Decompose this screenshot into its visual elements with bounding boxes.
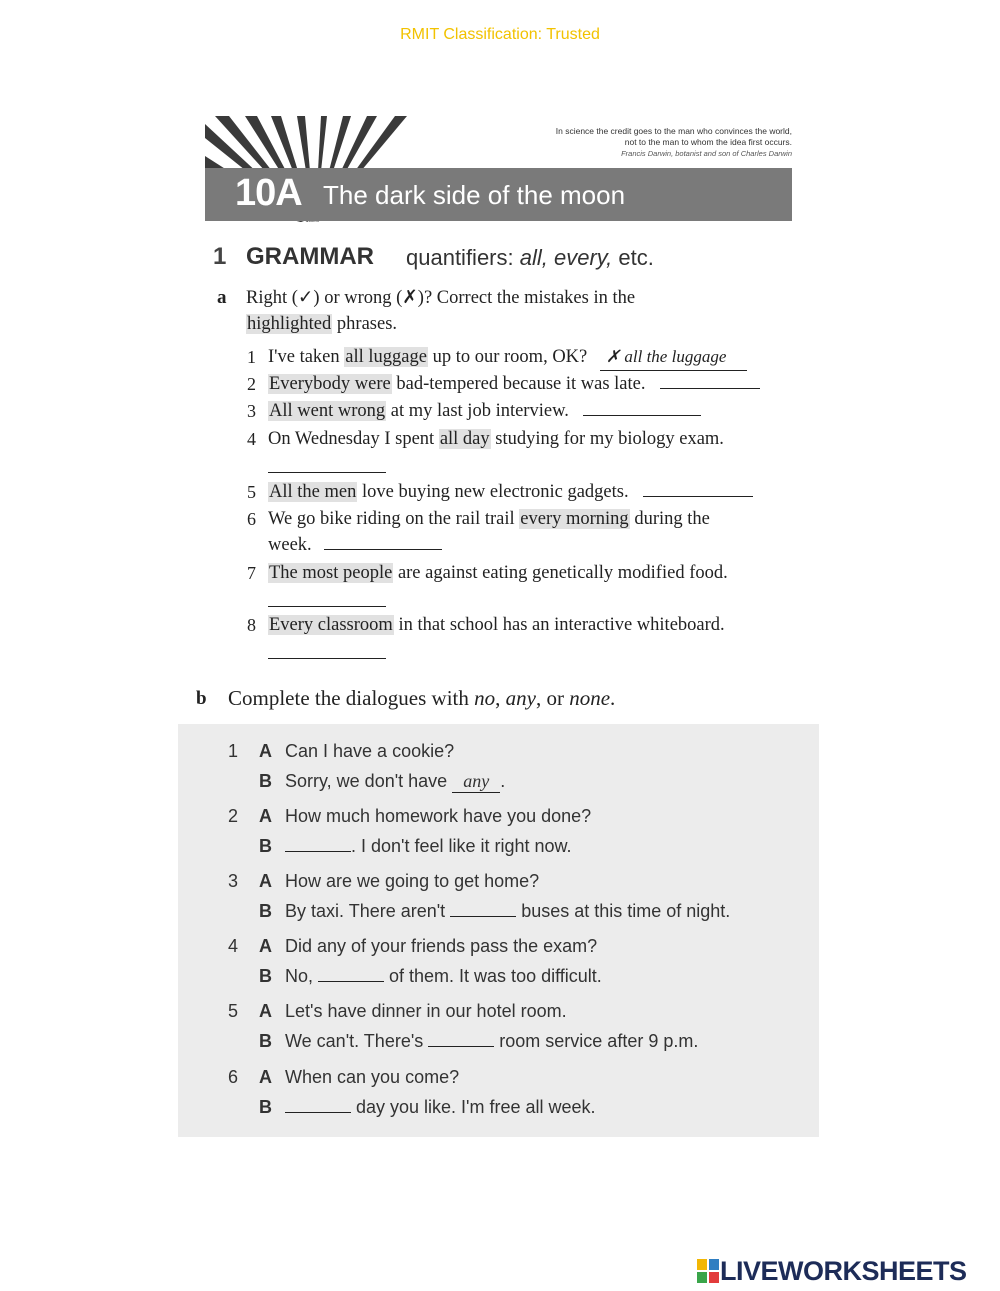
quote-line: not to the man to whom the idea first occurs. [624,137,792,147]
line-a: Did any of your friends pass the exam? [285,936,598,956]
item-text: during the [629,509,710,529]
topic-prefix: quantifiers: [406,245,520,270]
liveworksheets-logo [697,1256,967,1287]
part-b-label: b [196,688,207,709]
instruction-text: . [610,686,616,710]
quote-block [556,126,792,159]
instruction-line: Right (✓) or wrong (✗)? Correct the mistakes in the [246,288,636,308]
highlight: Everybody were [269,374,391,394]
instruction-word: any [505,686,536,710]
speaker-b: B [259,1031,272,1051]
item-text: On Wednesday I spent [268,429,439,449]
dialogue-number: 3 [228,871,239,891]
line-a: Let's have dinner in our hotel room. [285,1001,567,1021]
instruction-word: no [474,686,496,710]
item-text: We go bike riding on the rail trail [268,509,520,529]
highlight: all day [439,429,490,449]
instruction-text: , [495,686,506,710]
answer-field[interactable] [583,401,701,416]
speaker-a: A [259,1001,272,1021]
highlight: highlighted [247,314,332,334]
item-number: 6 [247,509,256,529]
answer-field[interactable] [643,482,753,497]
line-b [285,771,505,793]
line-a: When can you come? [285,1067,460,1087]
item-number: 3 [247,401,256,421]
item-text: up to our room, OK? [427,347,588,367]
dialogue-number: 5 [228,1001,239,1021]
topic-suffix: etc. [612,245,654,270]
answer-field[interactable] [268,644,386,659]
line-text: We can't. There's [285,1031,429,1051]
line-text: day you like. I'm free all week. [351,1097,596,1117]
item-number: 8 [247,615,256,635]
line-text: buses at this time of night. [516,901,731,921]
exercise-item [247,479,753,505]
item-text: week. [268,535,312,555]
quote-line: In science the credit goes to the man who convinces the world, [555,126,792,136]
line-text: By taxi. There aren't [285,901,451,921]
line-text: . I don't feel like it right now. [351,836,572,856]
exercise-item [247,398,701,424]
item-text: are against eating genetically modified food. [393,563,728,583]
answer-field[interactable] [268,592,386,607]
line-text: room service after 9 p.m. [494,1031,699,1051]
item-text: love buying new electronic gadgets. [357,482,629,502]
section-topic [406,245,654,271]
speaker-b: B [259,901,272,921]
line-text: Sorry, we don't have [285,771,453,791]
answer-field[interactable] [268,458,386,473]
exercise-item [247,344,747,371]
line-a: How much homework have you done? [285,806,592,826]
exercise-item [247,560,728,586]
dialogue-number: 6 [228,1067,239,1087]
item-number: 4 [247,429,256,449]
highlight: all luggage [345,347,427,367]
answer-field[interactable] [428,1032,494,1047]
item-number: 1 [247,347,256,367]
speaker-b: B [259,966,272,986]
logo-icon [697,1259,719,1283]
exercise-item [247,371,760,397]
answer-field[interactable] [285,837,351,852]
speaker-a: A [259,936,272,956]
answer-field[interactable]: ✗ all the luggage [600,344,747,371]
line-b [285,1097,596,1118]
instruction-line [246,311,635,337]
instruction-text: Complete the dialogues with [228,686,475,710]
item-number: 5 [247,482,256,502]
exercise-item [247,426,724,452]
instruction-text: , or [535,686,570,710]
speaker-b: B [259,836,272,856]
exercise-item [247,612,725,638]
item-number: 7 [247,563,256,583]
quote-author: Francis Darwin, botanist and son of Charles Darwin [621,149,792,158]
part-a-instruction [246,285,635,337]
line-text: No, [285,966,319,986]
speaker-a: A [259,871,272,891]
exercise-item [247,506,710,532]
line-b [285,966,602,987]
line-b [285,836,572,857]
unit-title: The dark side of the moon [323,180,626,210]
answer-field[interactable] [318,967,384,982]
line-b [285,1031,698,1052]
highlight: every morning [520,509,629,529]
answer-field[interactable] [660,374,760,389]
answer-field[interactable] [450,902,516,917]
highlight: All the men [269,482,357,502]
section-name: GRAMMAR [246,243,374,270]
section-number: 1 [213,243,227,270]
dialogue-number: 2 [228,806,239,826]
item-text: studying for my biology exam. [490,429,724,449]
item-text: in that school has an interactive whiteboard. [393,615,725,635]
instruction-word: none [569,686,611,710]
unit-header [205,116,792,222]
answer-field[interactable] [285,1098,351,1113]
line-a: How are we going to get home? [285,871,540,891]
unit-number: 10A [235,172,302,214]
classification-label: RMIT Classification: Trusted [400,26,600,43]
item-text: bad-tempered because it was late. [391,374,646,394]
highlight: Every classroom [269,615,393,635]
line-b [285,901,730,922]
answer-field[interactable]: any [452,771,500,793]
line-text: . [500,771,506,791]
part-a-label: a [217,287,227,308]
part-b-instruction [228,686,615,711]
exercise-item-continued [268,532,442,558]
line-a: Can I have a cookie? [285,741,455,761]
item-number: 2 [247,374,256,394]
speaker-a: A [259,1067,272,1087]
speaker-a: A [259,741,272,761]
item-text: I've taken [268,347,345,367]
speaker-a: A [259,806,272,826]
speaker-b: B [259,1097,272,1117]
speaker-b: B [259,771,272,791]
logo-text: LIVEWORKSHEETS [720,1256,967,1286]
item-text: at my last job interview. [386,401,569,421]
dialogue-number: 4 [228,936,239,956]
dialogue-number: 1 [228,741,239,761]
highlight: All went wrong [269,401,386,421]
answer-field[interactable] [324,535,442,550]
topic-italic: all, every, [519,245,613,270]
line-text: of them. It was too difficult. [384,966,602,986]
instruction-rest: phrases. [332,314,398,334]
highlight: The most people [269,563,393,583]
